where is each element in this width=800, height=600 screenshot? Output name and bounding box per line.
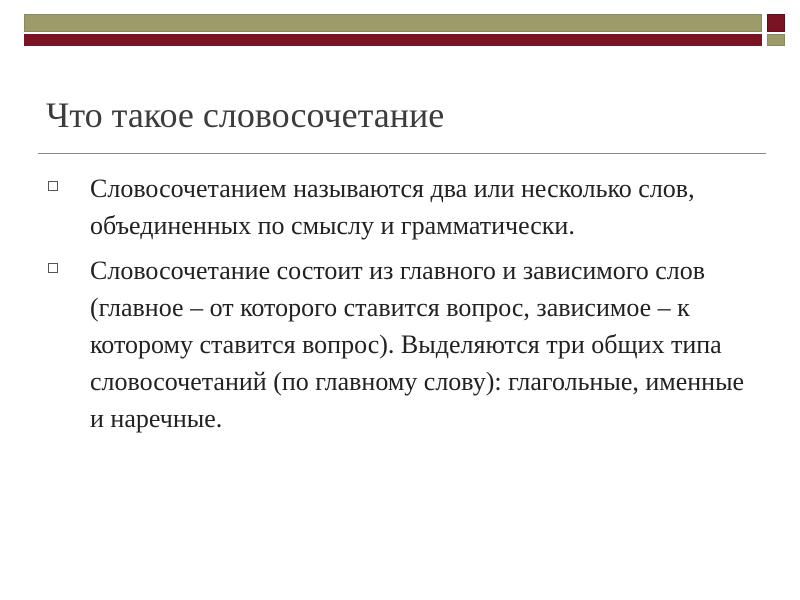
corner-square-maroon [767, 14, 785, 32]
bullet-text: Словосочетанием называются два или несколько слов, объединенных по смыслу и грамматически. [90, 174, 695, 240]
bullet-item [40, 252, 760, 437]
bullet-list [40, 170, 760, 445]
header-band-olive [24, 14, 762, 32]
slide-title: Что такое словосочетание [46, 95, 445, 135]
bullet-text: Словосочетание состоит из главного и зависимого слов (главное – от которого ставится вопрос, зависимое – к которому ставится вопрос). Выделяются три общих типа словосочетаний (по главному слову): глагольные, именные и наречные. [90, 256, 745, 433]
corner-square-olive [767, 34, 785, 46]
hollow-square-icon [48, 181, 58, 191]
bullet-item [40, 170, 760, 244]
title-divider [38, 153, 766, 154]
hollow-square-icon [48, 263, 58, 273]
header-band-maroon [24, 34, 762, 46]
